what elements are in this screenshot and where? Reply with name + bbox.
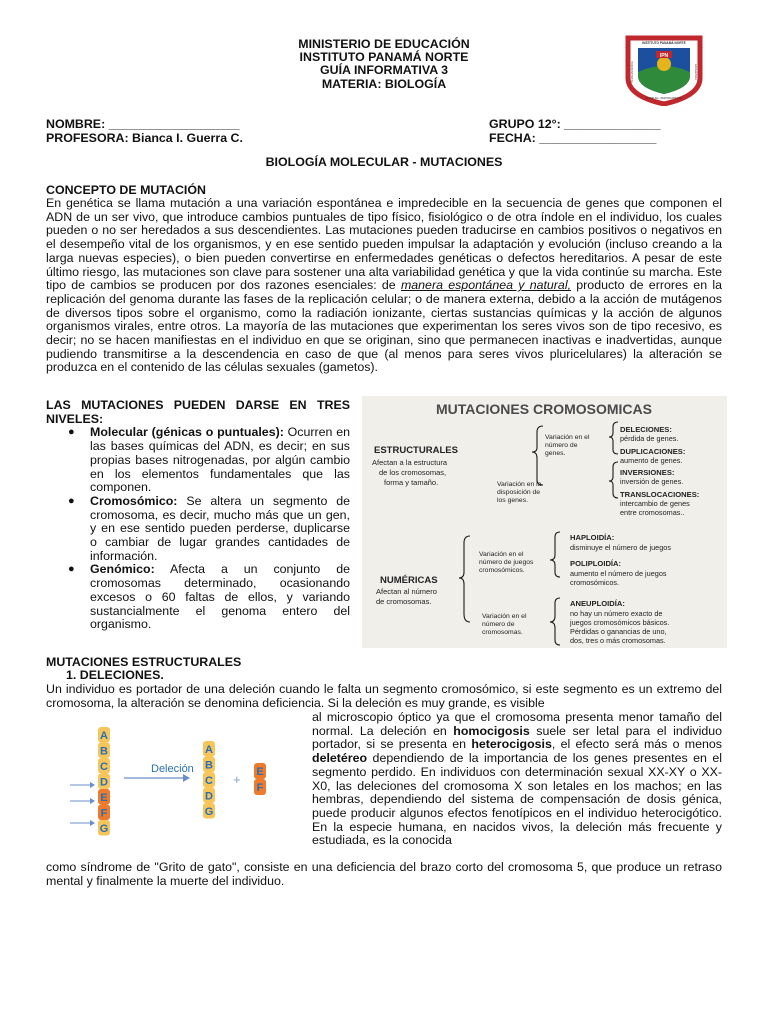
removed-segment-gene-label: E <box>256 766 264 778</box>
deletion-diagram <box>66 720 298 840</box>
levels-heading: LAS MUTACIONES PUEDEN DARSE EN TRES NIVELES: <box>46 398 350 426</box>
removed-segment-gene-label: F <box>256 782 264 794</box>
crest-left-text: PERSEVERANCIA <box>631 61 634 83</box>
bullet-icon: ● <box>68 563 75 576</box>
list-item <box>46 563 350 632</box>
concept-emphasis: manera espontánea y natural, <box>400 278 572 293</box>
inversions-desc: inversión de genes. <box>620 477 684 486</box>
ministry-line: MINISTERIO DE EDUCACIÓN <box>298 37 470 51</box>
numeric-label: NUMÉRICAS <box>380 575 438 586</box>
aneuploidy-desc-2: juegos cromosómicos básicos. <box>570 618 670 627</box>
concept-paragraph <box>46 197 722 375</box>
original-chromosome-gene-label: D <box>100 776 108 789</box>
concept-text-a: En genética se llama mutación a una variación espontánea e impredecible en la secuencia de genes que componen el ADN de un ser vivo, que introduce cambios puntuales de tipo físico, fisiológico o de otra índole en el individuo, los cuales pueden o no ser heredados a sus descendientes. Las mutaciones pueden traducirse en cambios positivos o negativos en el desempeño vital de los organismos, y en ese sentido pueden impulsar la adaptación y evolución (incluso creando a la larga nuevas especies), o bien pueden convertirse en enfermedades genéticas o defectos hereditarios. A pesar de este último riesgo, las mutaciones son clave para sostener una alta variabilidad genética y que la vida continúe su marcha. Este tipo de cambios se producen por dos razones esenciales: de <box>46 196 722 293</box>
numeric-sub1-line2: número de juegos <box>479 559 534 566</box>
numeric-sub1-line3: cromosómicos. <box>479 567 525 574</box>
level-term: Molecular (génicas o puntuales): <box>90 425 284 440</box>
aneuploidy-desc-3: Pérdidas o ganancias de uno, <box>570 627 667 636</box>
haploidy-desc: disminuye el número de juegos <box>570 543 671 552</box>
haploidy-heading: HAPLOIDÍA: <box>570 533 615 542</box>
mutation-levels <box>46 399 350 632</box>
plus-sign: + <box>233 772 241 787</box>
deletions-heading: DELECIONES: <box>620 425 672 434</box>
structural-sub1-line3: genes. <box>545 450 566 457</box>
structural-desc-3: forma y tamaño. <box>384 478 439 487</box>
levels-list <box>46 426 350 632</box>
structural-label: ESTRUCTURALES <box>374 445 458 456</box>
structural-desc-2: de los cromosomas, <box>379 468 447 477</box>
deletion-label: Deleción <box>151 763 194 775</box>
student-fields <box>46 118 726 146</box>
translocations-heading: TRANSLOCACIONES: <box>620 490 700 499</box>
polyploidy-desc-2: cromosómicos. <box>570 578 620 587</box>
result-chromosome-gene-label: D <box>205 790 213 803</box>
original-chromosome-gene-label: E <box>100 792 108 804</box>
teacher-field: PROFESORA: Bianca I. Guerra C. <box>46 131 243 145</box>
structural-desc-1: Afectan a la estructura <box>372 458 448 467</box>
bullet-icon: ● <box>68 494 75 507</box>
level-term: Cromosómico: <box>90 493 178 508</box>
structural-sub2-line2: disposición de <box>497 489 541 496</box>
institute-line: INSTITUTO PANAMÁ NORTE <box>299 50 469 65</box>
aneuploidy-heading: ANEUPLOIDÍA: <box>570 599 625 608</box>
deletions-desc: pérdida de genes. <box>620 434 679 443</box>
group-field[interactable]: GRUPO 12°: ______________ <box>489 117 661 131</box>
homozygosis-term: homocigosis <box>453 723 530 738</box>
chromosomal-mutations-chart <box>362 396 727 648</box>
structural-sub2-line1: Variación en la <box>497 481 542 488</box>
crest-inner-text: IPN <box>659 53 669 59</box>
level-text: Ocurren en las bases químicas del ADN, es decir; en sus propias bases nitrogenadas, por algún cambio en los elementos fundamentales que las componen. <box>90 425 350 495</box>
deletion-arrow-head <box>183 774 190 782</box>
crest-right-text: EXCELENCIA <box>694 64 697 80</box>
level-term: Genómico: <box>90 562 155 577</box>
inversions-heading: INVERSIONES: <box>620 468 675 477</box>
result-chromosome-gene-label: A <box>205 744 213 756</box>
list-item <box>46 426 350 495</box>
polyploidy-desc-1: aumento el número de juegos <box>570 569 667 578</box>
bullet-icon: ● <box>68 426 75 439</box>
numeric-sub2-line3: cromosomas. <box>482 629 523 636</box>
result-chromosome-gene-label: B <box>205 759 213 772</box>
duplications-desc: aumento de genes. <box>620 456 683 465</box>
aneuploidy-desc-1: no hay un número exacto de <box>570 609 663 618</box>
list-item <box>46 495 350 564</box>
pointer-arrow-head <box>90 782 95 788</box>
deletion-text-4: dependiendo de la importancia de los genes presentes en el segmento perdido. En individuos con determinación sexual XX-XY o XX-X0, las deleciones del cromosoma X son letales en los machos; en las hembras, dependiendo del sistema de compensación de dosis génica, puede producir algunos efectos fenotípicos en el individuo heterocigótico. En la especie humana, en nacidos vivos, la deleción más frecuente y estudiada, es la conocida <box>312 751 722 848</box>
numeric-sub2-line2: número de <box>482 621 515 628</box>
translocations-desc-1: intercambio de genes <box>620 499 690 508</box>
pointer-arrow-head <box>90 798 95 804</box>
school-crest-logo <box>624 34 704 106</box>
deletion-intro: Un individuo es portador de una deleción cuando le falta un segmento cromosómico, si este segmento es un extremo del cromosoma, la alteración se denomina deficiencia. Si la deleción es muy grande, es visible <box>46 682 722 710</box>
heterozygosis-term: heterocigosis <box>471 737 552 752</box>
document-title: BIOLOGÍA MOLECULAR - MUTACIONES <box>265 155 503 169</box>
result-chromosome-gene-label: C <box>205 775 213 787</box>
crest-bottom-text: DISCIPLINA · RESPONSABILIDAD <box>645 98 683 100</box>
deletion-text-1: al microscopio óptico ya que el cromosoma presenta menor tamaño del normal. La deleción en <box>312 710 722 738</box>
original-chromosome-gene-label: G <box>99 823 109 835</box>
polyploidy-heading: POLIPLOIDÍA: <box>570 559 622 568</box>
deletion-text-3: , el efecto será más o menos <box>551 737 722 752</box>
deletion-paragraph <box>312 711 722 848</box>
guide-line: GUÍA INFORMATIVA 3 <box>319 63 449 78</box>
pointer-arrow-head <box>90 820 95 826</box>
numeric-sub2-line1: Variación en el <box>482 613 527 620</box>
level-text: Se altera un segmento de cromosoma, es decir, mucho más que un gen, y en ese sentido pueden perderse, duplicarse o cambiar de lugar grandes cantidades de información. <box>90 493 350 563</box>
numeric-sub1-line1: Variación en el <box>479 551 524 558</box>
deletion-conclusion: como síndrome de "Grito de gato", consiste en una deficiencia del brazo corto del cromosoma 5, que produce un retraso mental y finalmente la muerte del individuo. <box>46 860 722 888</box>
aneuploidy-desc-4: dos, tres o más cromosomas. <box>570 636 666 645</box>
original-chromosome-gene-label: B <box>100 745 108 758</box>
subject-line: MATERIA: BIOLOGÍA <box>321 76 447 91</box>
translocations-desc-2: entre cromosomas.. <box>620 508 685 517</box>
structural-sub2-line3: los genes. <box>497 497 528 504</box>
original-chromosome-gene-label: C <box>100 761 108 773</box>
deletion-text-2: suele ser letal para el individuo portador, si se presenta en <box>312 723 723 752</box>
duplications-heading: DUPLICACIONES: <box>620 447 686 456</box>
name-field[interactable]: NOMBRE: ___________________ <box>46 117 240 131</box>
structural-heading: MUTACIONES ESTRUCTURALES <box>46 655 242 669</box>
concept-heading: CONCEPTO DE MUTACIÓN <box>46 183 206 197</box>
level-text: Afecta a un conjunto de cromosomas determinado, ocasionando excesos o 60 faltas de ellos, y variando sustancialmente el genoma entero del organismo. <box>90 562 350 632</box>
deleterious-term: deletéreo <box>312 751 368 766</box>
date-field[interactable]: FECHA: _________________ <box>489 131 657 145</box>
crest-top-text: INSTITUTO PANAMÁ NORTE <box>642 41 686 45</box>
structural-sub1-line1: Variación en el <box>545 434 590 441</box>
concept-text-b: producto de errores en la replicación del genoma durante las fases de la replicación celular; o de manera externa, debido a la acción de mutágenos de diversos tipos sobre el organismo, como la radiación ionizante, ciertas sustancias químicas y la acción de algunos organismos virales, entre otros. La mayoría de las mutaciones que experimentan los seres vivos son de tipo recesivo, es decir; no se hacen manifiestas en el individuo en que se originan, sino que permanecen inactivas e inadvertidas, aunque pudiendo transmitirse a la descendencia en caso de que (al menos para seres vivos pluricelulares) la alteración se produzca en el contenido de las células sexuales (gametos). <box>46 278 722 375</box>
original-chromosome-gene-label: A <box>100 730 108 742</box>
original-chromosome-gene-label: F <box>100 807 108 820</box>
structural-sub1-line2: número de <box>545 442 578 449</box>
result-chromosome-gene-label: G <box>204 806 214 818</box>
deletions-item-heading: 1. DELECIONES. <box>66 668 164 682</box>
chart-title: MUTACIONES CROMOSOMICAS <box>436 401 652 417</box>
numeric-desc-1: Afectan al número <box>376 587 437 596</box>
numeric-desc-2: de cromosomas. <box>376 597 432 606</box>
